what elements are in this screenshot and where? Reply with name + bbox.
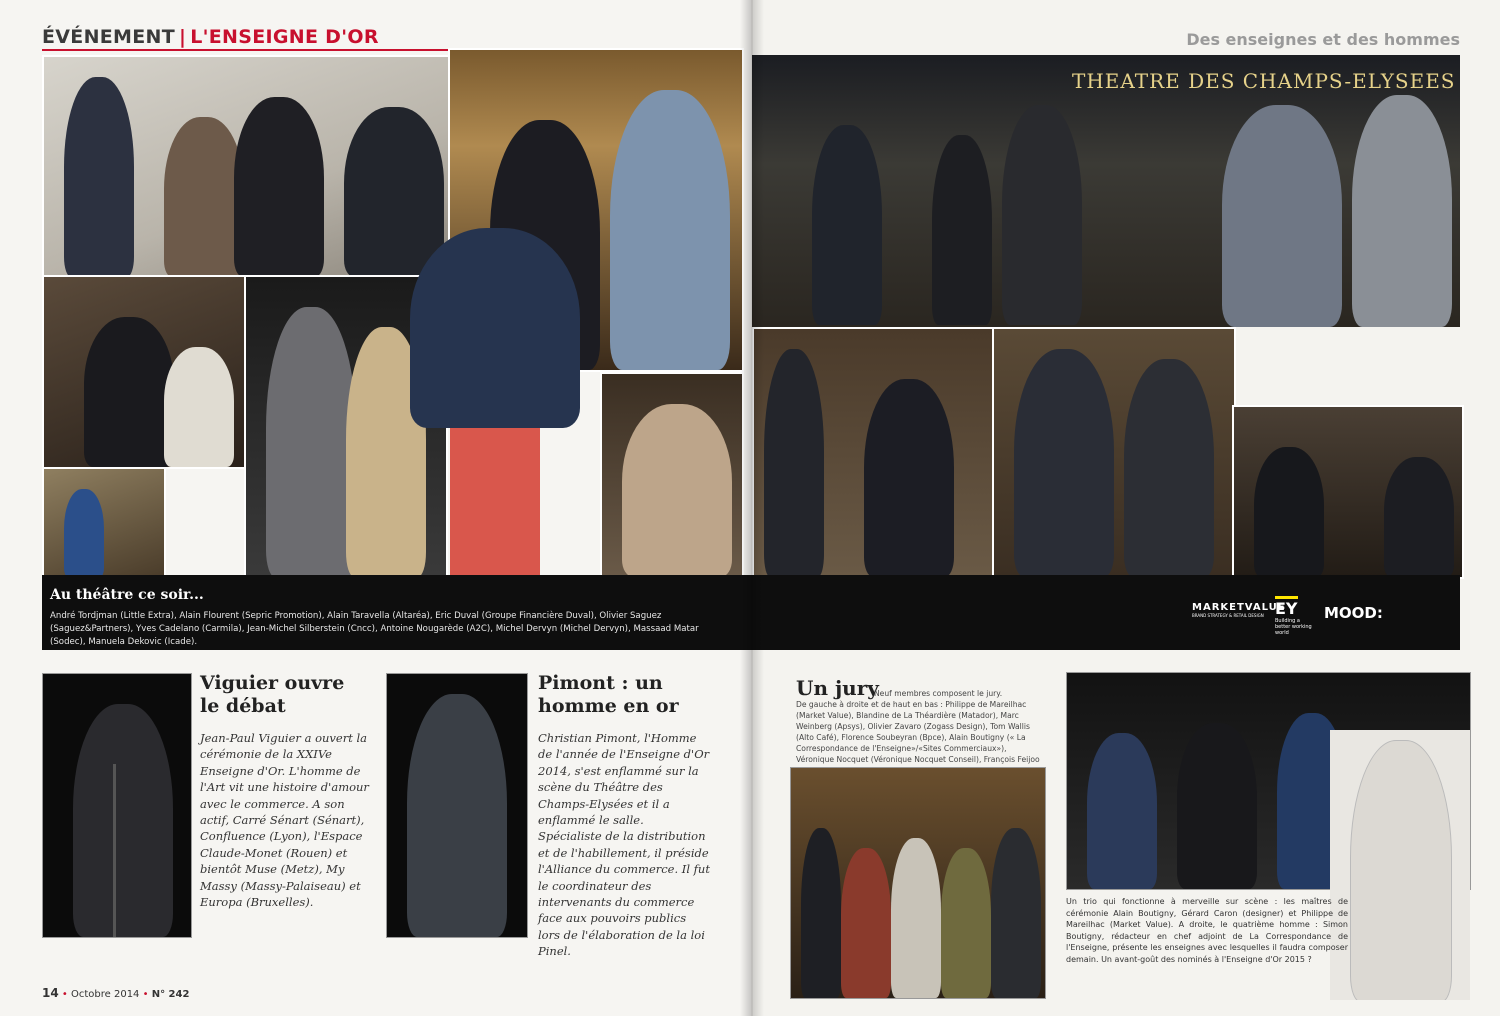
photo-bottom-left-crowd: [42, 467, 166, 579]
stage-caption: Un trio qui fonctionne à merveille sur scène : les maîtres de cérémonie Alain Boutigny, Gérard Caron (designer) et Philippe de Mareilhac (Market Value). A droite, le quatrième homme : Simon Boutigny, rédacteur en chef adjoint de La Correspondance de l'Enseigne, présente les enseignes avec lesquelles il faudra composer demain. Un avant-goût des nominés à l'Enseigne d'Or 2015 ?: [1066, 897, 1348, 964]
theatre-sign: THEATRE DES CHAMPS-ELYSEES: [1072, 69, 1456, 93]
person-silhouette: [64, 489, 104, 577]
article2-title: Pimont : un homme en or: [538, 672, 679, 717]
issue-number: N° 242: [151, 989, 190, 1000]
strip-title: Au théâtre ce soir...: [50, 587, 204, 603]
person-silhouette: [841, 848, 891, 998]
photo-red-trousers-man: [390, 228, 600, 575]
article1-title: Viguier ouvre le débat: [200, 672, 345, 717]
section-category: ÉVÉNEMENT: [42, 26, 175, 48]
mood-logo: MOOD:: [1324, 604, 1383, 622]
photo-right-seated: [1232, 405, 1464, 579]
ey-name: EY: [1275, 596, 1298, 618]
photo-bottom-right-portrait: [600, 372, 744, 579]
header-separator: |: [179, 26, 187, 48]
person-silhouette: [1124, 359, 1214, 577]
ey-tagline: Building a better working world: [1275, 618, 1312, 636]
person-silhouette: [1177, 723, 1257, 889]
person-silhouette: [64, 77, 134, 277]
page-number: 14: [42, 986, 59, 1000]
photo-woman-walking: [992, 327, 1236, 579]
photo-jury-group: [790, 767, 1046, 999]
jury-body: De gauche à droite et de haut en bas : Philippe de Mareilhac (Market Value), Blandine de La Théardière (Matador), Marc Weinberg (Apsys), Olivier Zavaro (Zogass Design), Tom Wallis (Alto Café), Florence Soubeyran (Bpce), Alain Boutigny (« La Correspondance de l'Enseigne»/«Sites Commerciaux»), Véronique Nocquet (Véronique Nocquet Conseil), François Feijoo: [796, 700, 1040, 764]
page-folio: [42, 986, 189, 1000]
person-silhouette: [1222, 105, 1342, 327]
person-silhouette: [1254, 447, 1324, 577]
person-silhouette: [84, 317, 174, 467]
person-silhouette: [1352, 95, 1452, 327]
folio-dot: •: [142, 989, 149, 1000]
article2-body: Christian Pimont, l'Homme de l'année de l'Enseigne d'Or 2014, s'est enflammé sur la scène du Théâtre des Champs-Elysées et il a enflammé le salle. Spécialiste de la distribution et de l'habillement, il préside l'Alliance du commerce. Il fut le coordinateur des intervenants du commerce face aux pouvoirs publics lors de l'élaboration de la loi Pinel.: [538, 731, 710, 959]
jury-title: Un jury: [796, 676, 879, 700]
person-silhouette: [864, 379, 954, 577]
photo-right-mid-left: [752, 327, 996, 579]
jury-description: [796, 688, 1042, 776]
person-silhouette: [410, 228, 580, 428]
person-silhouette: [812, 125, 882, 325]
marketvalue-tagline: BRAND STRATEGY & RETAIL DESIGN: [1192, 613, 1264, 618]
photo-theatre-entrance: [752, 55, 1460, 327]
person-silhouette: [407, 694, 507, 937]
person-silhouette: [991, 828, 1041, 998]
person-silhouette: [764, 349, 824, 577]
person-silhouette: [73, 704, 173, 937]
person-silhouette: [164, 347, 234, 467]
person-silhouette: [610, 90, 730, 370]
person-silhouette: [1002, 105, 1082, 325]
strip-names: André Tordjman (Little Extra), Alain Flourent (Sepric Promotion), Alain Taravella (Altaréa), Eric Duval (Groupe Financière Duval), Olivier Saguez (Saguez&Partners), Yves Cadelano (Carmila), Jean-Michel Silberstein (Cncc), Antoine Nougarède (A2C), Michel Dervyn (Michel Dervyn), Massaad Matar (Sodec), Manuela Dekovic (Icade).: [50, 611, 699, 647]
person-silhouette: [891, 838, 941, 998]
photo-simon-boutigny: [1330, 730, 1470, 1000]
person-silhouette: [1350, 740, 1452, 1000]
jury-lead: Neuf membres composent le jury.: [874, 689, 1003, 698]
marketvalue-logo: [1192, 602, 1286, 618]
person-silhouette: [1014, 349, 1114, 577]
article1-body: Jean-Paul Viguier a ouvert la cérémonie de la XXIVe Enseigne d'Or. L'homme de l'Art vit une histoire d'amour avec le commerce. A son actif, Carré Sénart (Sénart), Confluence (Lyon), l'Espace Claude-Monet (Rouen) et bientôt Muse (Metz), My Massy (Massy-Palaiseau) et Europa (Bruxelles).: [200, 731, 369, 910]
person-silhouette: [234, 97, 324, 277]
section-header: [42, 26, 379, 48]
issue-date: Octobre 2014: [70, 989, 140, 1000]
red-trousers: [450, 428, 540, 575]
person-silhouette: [164, 117, 244, 277]
person-silhouette: [932, 135, 992, 325]
microphone-icon: [113, 764, 116, 937]
photo-viguier: [42, 673, 192, 938]
person-silhouette: [941, 848, 991, 998]
right-header-title: Des enseignes et des hommes: [1186, 30, 1460, 49]
page-spine-shadow: [740, 0, 764, 1016]
person-silhouette: [1087, 733, 1157, 889]
person-silhouette: [266, 307, 356, 577]
person-silhouette: [622, 404, 732, 577]
section-title: L'ENSEIGNE D'OR: [190, 26, 379, 48]
photo-pimont: [386, 673, 528, 938]
ey-logo: [1275, 596, 1315, 636]
person-silhouette: [1384, 457, 1454, 577]
person-silhouette: [801, 828, 841, 998]
marketvalue-name: MARKETVALUE: [1192, 602, 1286, 613]
photo-mid-left: [42, 275, 246, 469]
folio-dot: •: [61, 989, 68, 1000]
